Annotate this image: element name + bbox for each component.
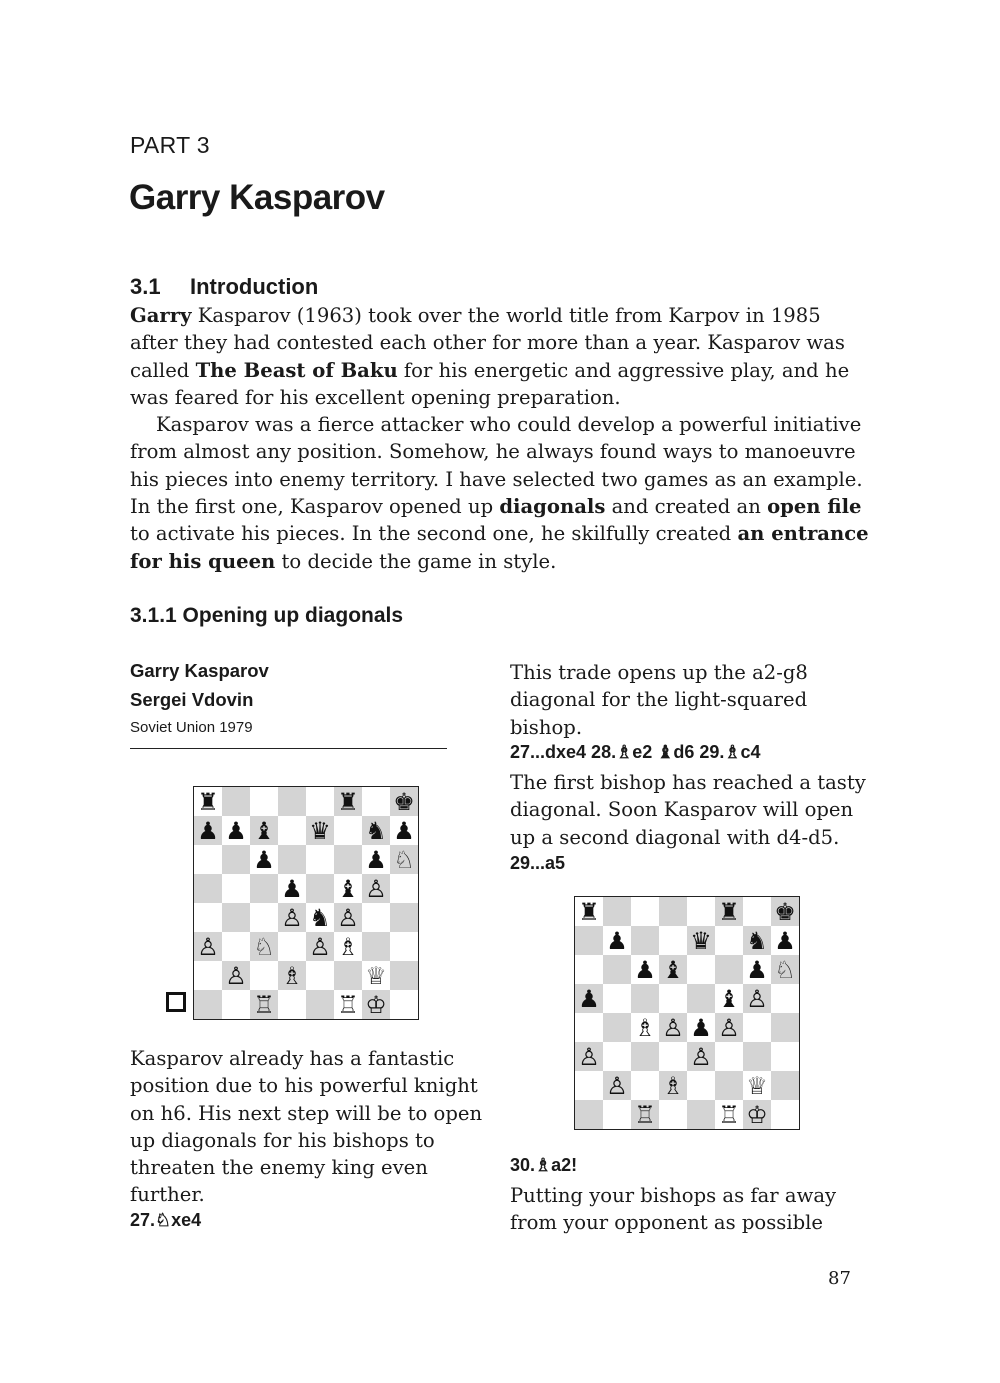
square-g4 (362, 903, 390, 932)
square-c2 (631, 1071, 659, 1100)
square-h8: ♚ (390, 787, 418, 816)
square-c3 (631, 1042, 659, 1071)
square-b1 (603, 1100, 631, 1129)
square-a1 (194, 990, 222, 1019)
text-run: to decide the game in style. (275, 549, 557, 573)
square-e4: ♟ (687, 1013, 715, 1042)
black-to-move-icon (166, 992, 186, 1012)
square-b2: ♙ (603, 1071, 631, 1100)
square-a5: ♟ (575, 984, 603, 1013)
text-run: Kasparov was a fierce attacker who could develop a powerful initiative from almost any position. Somehow, he always found ways to manoeuvre his pieces into enemy territory. I have selected two games as an example. In the first one, Kasparov opened up (130, 413, 863, 519)
square-g3 (362, 932, 390, 961)
square-c1: ♖ (631, 1100, 659, 1129)
square-f6 (334, 845, 362, 874)
square-b1 (222, 990, 250, 1019)
emphasis-text: The Beast of Baku (195, 358, 398, 382)
square-f1: ♖ (715, 1100, 743, 1129)
commentary-paragraph: The first bishop has reached a tasty diagonal. Soon Kasparov will open up a second diagonal with d4-d5. (510, 771, 866, 849)
square-h5 (390, 874, 418, 903)
move-notation: 27.♘xe4 (130, 1210, 202, 1230)
square-h2 (771, 1071, 799, 1100)
square-c2 (250, 961, 278, 990)
move-notation: 29...a5 (510, 853, 566, 873)
square-b5 (222, 874, 250, 903)
square-d3 (278, 932, 306, 961)
square-f7 (715, 926, 743, 955)
square-f7 (334, 816, 362, 845)
chess-diagram-1 (193, 786, 419, 1020)
square-h6: ♘ (390, 845, 418, 874)
square-d8 (659, 897, 687, 926)
square-c4: ♗ (631, 1013, 659, 1042)
square-f8: ♜ (715, 897, 743, 926)
square-e1 (687, 1100, 715, 1129)
square-f4: ♙ (715, 1013, 743, 1042)
square-h3 (390, 932, 418, 961)
square-d2: ♗ (278, 961, 306, 990)
square-h1 (771, 1100, 799, 1129)
square-f1: ♖ (334, 990, 362, 1019)
intro-text (130, 302, 870, 575)
square-c5 (250, 874, 278, 903)
commentary-paragraph: Putting your bishops as far away from your opponent as possible (510, 1184, 837, 1235)
square-g5: ♙ (743, 984, 771, 1013)
square-e8 (306, 787, 334, 816)
page-number: 87 (828, 1268, 851, 1289)
square-d6 (278, 845, 306, 874)
square-b4 (222, 903, 250, 932)
commentary-paragraph: Kasparov already has a fantastic position due to his powerful knight on h6. His next step will be to open up diagonals for his bishops to threaten the enemy king even further. (130, 1047, 483, 1207)
square-e5 (306, 874, 334, 903)
square-e5 (687, 984, 715, 1013)
square-h5 (771, 984, 799, 1013)
square-f3 (715, 1042, 743, 1071)
square-a8: ♜ (575, 897, 603, 926)
square-b3 (222, 932, 250, 961)
emphasis-text: open file (767, 495, 862, 519)
square-d7 (659, 926, 687, 955)
subsection-heading: 3.1.1 Opening up diagonals (130, 604, 404, 627)
square-b2: ♙ (222, 961, 250, 990)
square-a5 (194, 874, 222, 903)
square-f5: ♝ (715, 984, 743, 1013)
square-b5 (603, 984, 631, 1013)
square-b7: ♟ (222, 816, 250, 845)
square-g8 (743, 897, 771, 926)
text-run: to activate his pieces. In the second one, he skilfully created (130, 522, 738, 546)
square-c4 (250, 903, 278, 932)
square-e1 (306, 990, 334, 1019)
square-h4 (390, 903, 418, 932)
section-heading (130, 274, 318, 300)
text-run: for his energetic and aggressive play, and he was feared for his excellent opening preparation. (130, 358, 850, 409)
text-run: and created an (605, 495, 768, 519)
black-player-name: Sergei Vdovin (130, 689, 254, 710)
square-g2: ♕ (362, 961, 390, 990)
square-g5: ♙ (362, 874, 390, 903)
square-c6: ♟ (631, 955, 659, 984)
square-d5: ♟ (278, 874, 306, 903)
square-b8 (603, 897, 631, 926)
game-event: Soviet Union 1979 (130, 719, 253, 736)
square-f2 (334, 961, 362, 990)
square-d1 (278, 990, 306, 1019)
square-a8: ♜ (194, 787, 222, 816)
square-h4 (771, 1013, 799, 1042)
chapter-title: Garry Kasparov (129, 178, 385, 217)
square-a3: ♙ (194, 932, 222, 961)
emphasis-text: an entrance for his queen (130, 522, 869, 573)
square-g8 (362, 787, 390, 816)
square-h7: ♟ (390, 816, 418, 845)
square-c7 (631, 926, 659, 955)
square-e6 (306, 845, 334, 874)
square-a6 (194, 845, 222, 874)
square-g1: ♔ (743, 1100, 771, 1129)
square-e4: ♞ (306, 903, 334, 932)
square-d2: ♗ (659, 1071, 687, 1100)
square-d3 (659, 1042, 687, 1071)
commentary-paragraph: This trade opens up the a2-g8 diagonal for the light-squared bishop. (510, 661, 808, 739)
square-h6: ♘ (771, 955, 799, 984)
square-h8: ♚ (771, 897, 799, 926)
intro-paragraph-1 (130, 302, 870, 411)
square-f3: ♗ (334, 932, 362, 961)
move-notation: 30.♗a2! (510, 1155, 578, 1175)
square-d4: ♙ (278, 903, 306, 932)
part-label: PART 3 (130, 132, 210, 158)
square-a4 (575, 1013, 603, 1042)
section-number: 3.1 (130, 274, 161, 299)
square-c7: ♝ (250, 816, 278, 845)
square-g1: ♔ (362, 990, 390, 1019)
square-a6 (575, 955, 603, 984)
square-f8: ♜ (334, 787, 362, 816)
square-c5 (631, 984, 659, 1013)
square-h3 (771, 1042, 799, 1071)
square-e8 (687, 897, 715, 926)
white-player-name: Garry Kasparov (130, 660, 269, 681)
square-h2 (390, 961, 418, 990)
square-d1 (659, 1100, 687, 1129)
square-f4: ♙ (334, 903, 362, 932)
square-g7: ♞ (743, 926, 771, 955)
square-g7: ♞ (362, 816, 390, 845)
square-d5 (659, 984, 687, 1013)
square-d7 (278, 816, 306, 845)
square-e7: ♛ (687, 926, 715, 955)
square-b3 (603, 1042, 631, 1071)
square-g3 (743, 1042, 771, 1071)
square-d4: ♙ (659, 1013, 687, 1042)
square-a2 (194, 961, 222, 990)
move-notation: 27...dxe4 28.♗e2 ♝d6 29.♗c4 (510, 742, 761, 762)
square-c8 (250, 787, 278, 816)
square-c8 (631, 897, 659, 926)
intro-paragraph-2 (130, 411, 870, 575)
chess-diagram-2 (574, 896, 800, 1130)
emphasis-text: diagonals (499, 495, 606, 519)
square-e3: ♙ (306, 932, 334, 961)
square-a2 (575, 1071, 603, 1100)
emphasis-text: Garry (130, 304, 192, 327)
header-rule (130, 748, 447, 749)
square-g6: ♟ (362, 845, 390, 874)
square-h7: ♟ (771, 926, 799, 955)
square-b8 (222, 787, 250, 816)
square-a7 (575, 926, 603, 955)
square-a7: ♟ (194, 816, 222, 845)
square-b6 (603, 955, 631, 984)
square-e6 (687, 955, 715, 984)
square-e3: ♙ (687, 1042, 715, 1071)
square-d8 (278, 787, 306, 816)
square-c1: ♖ (250, 990, 278, 1019)
square-g4 (743, 1013, 771, 1042)
square-b6 (222, 845, 250, 874)
square-c6: ♟ (250, 845, 278, 874)
square-b7: ♟ (603, 926, 631, 955)
square-g6: ♟ (743, 955, 771, 984)
square-f6 (715, 955, 743, 984)
square-a3: ♙ (575, 1042, 603, 1071)
square-e2 (306, 961, 334, 990)
square-f5: ♝ (334, 874, 362, 903)
square-g2: ♕ (743, 1071, 771, 1100)
square-b4 (603, 1013, 631, 1042)
square-f2 (715, 1071, 743, 1100)
square-a1 (575, 1100, 603, 1129)
square-c3: ♘ (250, 932, 278, 961)
square-a4 (194, 903, 222, 932)
text-run: Kasparov (1963) took over the world title from Karpov in 1985 after they had contested each other for more than a year. Kasparov was called (130, 304, 845, 382)
square-e7: ♛ (306, 816, 334, 845)
square-e2 (687, 1071, 715, 1100)
section-title: Introduction (190, 274, 319, 299)
square-h1 (390, 990, 418, 1019)
square-d6: ♝ (659, 955, 687, 984)
